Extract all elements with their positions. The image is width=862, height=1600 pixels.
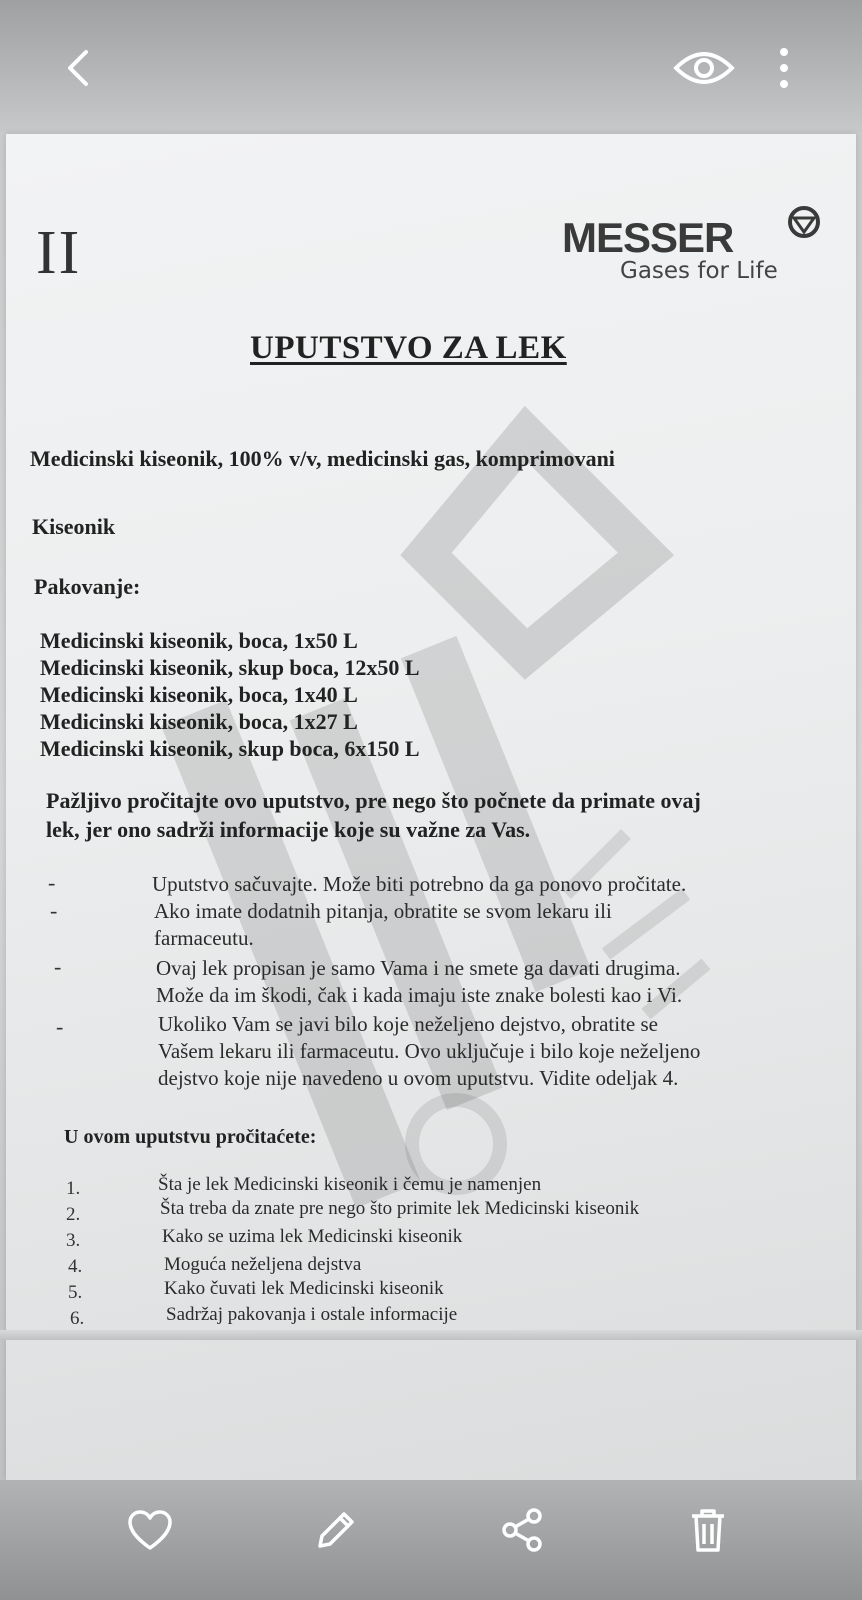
pencil-icon <box>312 1506 360 1554</box>
warning-text: Pažljivo pročitajte ovo uputstvo, pre nego što počnete da primate ovaj <box>46 788 701 813</box>
bullet-line: farmaceutu. <box>154 926 254 950</box>
delete-button[interactable] <box>676 1498 740 1562</box>
toc-item: Kako se uzima lek Medicinski kiseonik <box>162 1226 463 1247</box>
bottom-toolbar <box>0 1480 862 1600</box>
heading-pakovanje: Pakovanje: <box>34 574 141 599</box>
section-number: II <box>36 219 82 287</box>
bullet-line: dejstvo koje nije navedeno u ovom uputstvu. Vidite odeljak 4. <box>158 1066 679 1090</box>
top-toolbar <box>0 0 862 132</box>
toc-number: 3. <box>66 1230 81 1251</box>
packaging-item: Medicinski kiseonik, boca, 1x27 L <box>40 709 358 734</box>
more-vertical-icon <box>774 44 794 92</box>
favorite-button[interactable] <box>118 1498 182 1562</box>
eye-icon <box>672 48 736 88</box>
toc-heading: U ovom uputstvu pročitaćete: <box>64 1126 317 1148</box>
bullet-dash: - <box>50 898 58 923</box>
packaging-item: Medicinski kiseonik, boca, 1x40 L <box>40 682 358 707</box>
messer-logo-icon <box>786 204 822 240</box>
edit-button[interactable] <box>304 1498 368 1562</box>
document-photo <box>6 134 856 1480</box>
heart-icon <box>126 1508 174 1552</box>
share-icon <box>498 1506 546 1554</box>
trash-icon <box>686 1506 730 1554</box>
document-title: UPUTSTVO ZA LEK <box>250 330 567 366</box>
more-options-button[interactable] <box>756 40 812 96</box>
plastic-sleeve-edge <box>0 1330 862 1340</box>
heading-kiseonik: Kiseonik <box>32 514 116 539</box>
toc-item: Moguća neželjena dejstva <box>164 1254 362 1275</box>
bullet-dash: - <box>56 1014 64 1039</box>
share-button[interactable] <box>490 1498 554 1562</box>
back-button[interactable] <box>50 40 106 96</box>
messer-logo-text: MESSER <box>562 214 734 261</box>
toc-number: 1. <box>66 1178 81 1199</box>
packaging-item: Medicinski kiseonik, skup boca, 12x50 L <box>40 655 420 680</box>
visibility-button[interactable] <box>664 40 744 96</box>
bullet-line: Ukoliko Vam se javi bilo koje neželjeno dejstvo, obratite se <box>158 1012 659 1036</box>
packaging-item: Medicinski kiseonik, skup boca, 6x150 L <box>40 736 420 761</box>
bullet-line: Uputstvo sačuvajte. Može biti potrebno da ga ponovo pročitate. <box>152 872 687 896</box>
packaging-item: Medicinski kiseonik, boca, 1x50 L <box>40 628 358 653</box>
toc-item: Šta je lek Medicinski kiseonik i čemu je namenjen <box>158 1174 542 1195</box>
toc-item: Šta treba da znate pre nego što primite lek Medicinski kiseonik <box>160 1198 640 1219</box>
toc-number: 2. <box>66 1204 81 1225</box>
bullet-dash: - <box>48 870 56 895</box>
bullet-line: Ovaj lek propisan je samo Vama i ne smete ga davati drugima. <box>156 956 681 980</box>
bullet-line: Vašem lekaru ili farmaceutu. Ovo uključuje i bilo koje neželjeno <box>158 1039 701 1063</box>
toc-item: Kako čuvati lek Medicinski kiseonik <box>164 1278 444 1299</box>
bullet-line: Ako imate dodatnih pitanja, obratite se svom lekaru ili <box>154 899 612 923</box>
bullet-line: Može da im škodi, čak i kada imaju iste znake bolesti kao i Vi. <box>156 983 683 1007</box>
toc-number: 6. <box>70 1308 85 1329</box>
toc-number: 4. <box>68 1256 83 1277</box>
warning-text: lek, jer ono sadrži informacije koje su važne za Vas. <box>46 817 531 842</box>
toc-number: 5. <box>68 1282 83 1303</box>
document-subtitle: Medicinski kiseonik, 100% v/v, medicinski gas, komprimovani <box>30 446 615 471</box>
messer-tagline: Gases for Life <box>620 258 778 284</box>
chevron-left-icon <box>58 44 98 92</box>
bullet-dash: - <box>54 954 62 979</box>
toc-item: Sadržaj pakovanja i ostale informacije <box>166 1304 458 1325</box>
